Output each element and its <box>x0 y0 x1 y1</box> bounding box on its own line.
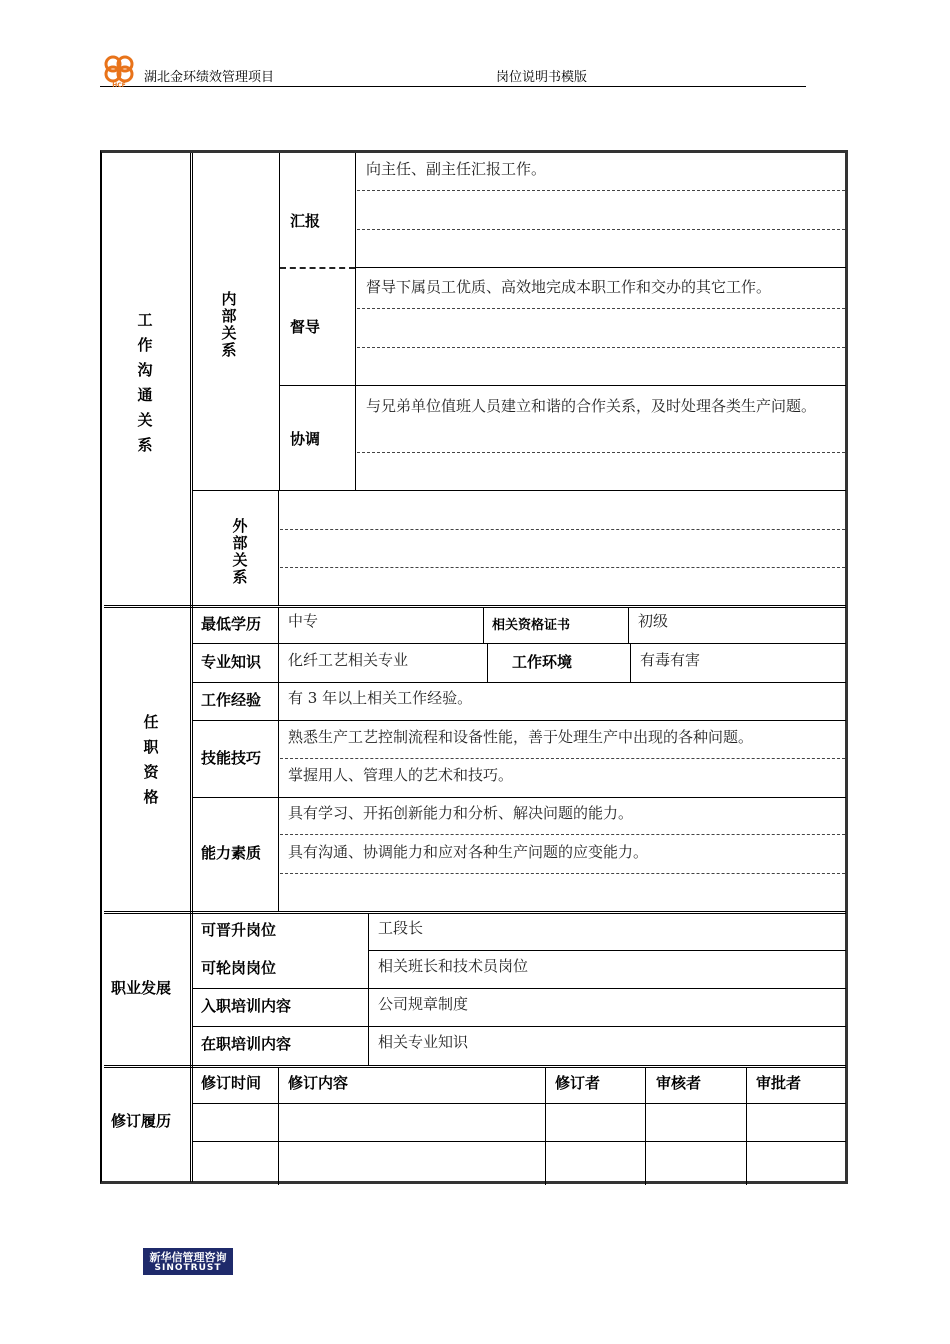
document-title: 岗位说明书模版 <box>496 70 588 85</box>
onjob-training-label: 在职培训内容 <box>201 1035 292 1053</box>
revision-col-reviser: 修订者 <box>555 1074 601 1092</box>
experience-value: 有 3 年以上相关工作经验。 <box>288 689 473 707</box>
row-divider <box>192 1103 846 1104</box>
revision-col-time: 修订时间 <box>201 1074 262 1092</box>
column-divider <box>628 607 629 644</box>
dashed-line <box>280 834 845 835</box>
knowledge-value: 化纤工艺相关专业 <box>288 651 409 669</box>
column-divider <box>746 1067 747 1185</box>
revision-col-content: 修订内容 <box>288 1074 349 1092</box>
experience-label: 工作经验 <box>201 691 262 709</box>
column-divider <box>645 1067 646 1185</box>
coordinate-label: 协调 <box>290 430 321 448</box>
column-divider <box>630 643 631 682</box>
column-divider <box>278 491 279 605</box>
revision-section-label: 修订履历 <box>111 1112 172 1130</box>
row-divider <box>192 1141 846 1142</box>
supervise-label: 督导 <box>290 318 321 336</box>
onjob-training-value: 相关专业知识 <box>378 1033 469 1051</box>
promotion-value: 工段长 <box>378 919 424 937</box>
certificate-label: 相关资格证书 <box>492 618 571 633</box>
education-value: 中专 <box>288 612 319 630</box>
row-divider <box>192 490 846 491</box>
revision-col-approver: 审批者 <box>756 1074 802 1092</box>
dashed-line <box>280 567 845 568</box>
revision-col-reviewer: 审核者 <box>656 1074 702 1092</box>
section-divider <box>104 607 846 608</box>
dashed-line <box>357 308 845 309</box>
svg-text:HCF: HCF <box>112 82 126 88</box>
internal-relations-label: 内部关系 <box>221 290 237 359</box>
row-divider <box>192 1026 846 1027</box>
section-divider <box>104 911 846 912</box>
report-text: 向主任、副主任汇报工作。 <box>366 160 547 178</box>
skill-label: 技能技巧 <box>201 749 262 767</box>
sinotrust-logo <box>143 1248 233 1275</box>
page-header <box>100 52 806 87</box>
dashed-line <box>357 229 845 230</box>
rotation-label: 可轮岗岗位 <box>201 959 277 977</box>
dashed-line <box>280 529 845 530</box>
onboarding-training-label: 入职培训内容 <box>201 997 292 1015</box>
column-divider <box>190 153 191 1182</box>
sinotrust-logo-cn: 新华信管理咨询 <box>149 1251 227 1264</box>
environment-label: 工作环境 <box>512 653 573 671</box>
sinotrust-logo-en: SINOTRUST <box>154 1263 222 1273</box>
section-divider <box>104 1067 846 1068</box>
environment-value: 有毒有害 <box>640 651 701 669</box>
onboarding-training-value: 公司规章制度 <box>378 995 469 1013</box>
report-label: 汇报 <box>290 212 321 230</box>
coordinate-text: 与兄弟单位值班人员建立和谐的合作关系，及时处理各类生产问题。 <box>366 397 817 415</box>
row-divider <box>192 720 846 721</box>
ability-label: 能力素质 <box>201 844 262 862</box>
column-divider <box>192 153 193 1182</box>
dashed-line <box>280 758 845 759</box>
column-divider <box>483 607 484 644</box>
row-divider <box>280 385 846 386</box>
skill-text-2: 掌握用人、管理人的艺术和技巧。 <box>288 766 514 784</box>
column-divider <box>545 1067 546 1185</box>
row-divider <box>192 797 846 798</box>
career-section-label: 职业发展 <box>111 979 172 997</box>
hcf-logo-icon <box>100 54 140 88</box>
external-relations-label: 外部关系 <box>232 517 248 586</box>
column-divider <box>368 913 369 1065</box>
rotation-value: 相关班长和技术员岗位 <box>378 957 529 975</box>
row-divider <box>355 267 846 268</box>
column-divider <box>279 153 280 490</box>
row-divider <box>192 682 846 683</box>
dashed-line <box>280 873 845 874</box>
promotion-label: 可晋升岗位 <box>201 921 277 939</box>
project-name: 湖北金环绩效管理项目 <box>144 70 275 85</box>
section-divider <box>104 605 846 606</box>
education-label: 最低学历 <box>201 615 262 633</box>
supervise-text: 督导下属员工优质、高效地完成本职工作和交办的其它工作。 <box>366 278 772 296</box>
row-divider <box>192 643 846 644</box>
skill-text-1: 熟悉生产工艺控制流程和设备性能，善于处理生产中出现的各种问题。 <box>288 728 754 746</box>
dashed-line <box>280 267 355 269</box>
row-divider <box>368 950 846 951</box>
certificate-value: 初级 <box>638 612 669 630</box>
dashed-line <box>357 347 845 348</box>
column-divider <box>355 153 356 490</box>
qualification-section-label: 任职资格 <box>143 713 159 806</box>
dashed-line <box>357 190 845 191</box>
column-divider <box>278 607 279 911</box>
communication-section-label: 工作沟通关系 <box>137 311 153 454</box>
knowledge-label: 专业知识 <box>201 653 262 671</box>
section-divider <box>104 1065 846 1066</box>
ability-text-2: 具有沟通、协调能力和应对各种生产问题的应变能力。 <box>288 843 649 861</box>
row-divider <box>192 988 846 989</box>
dashed-line <box>357 452 845 453</box>
column-divider <box>487 643 488 682</box>
ability-text-1: 具有学习、开拓创新能力和分析、解决问题的能力。 <box>288 804 634 822</box>
column-divider <box>278 1067 279 1185</box>
section-divider <box>104 913 846 914</box>
